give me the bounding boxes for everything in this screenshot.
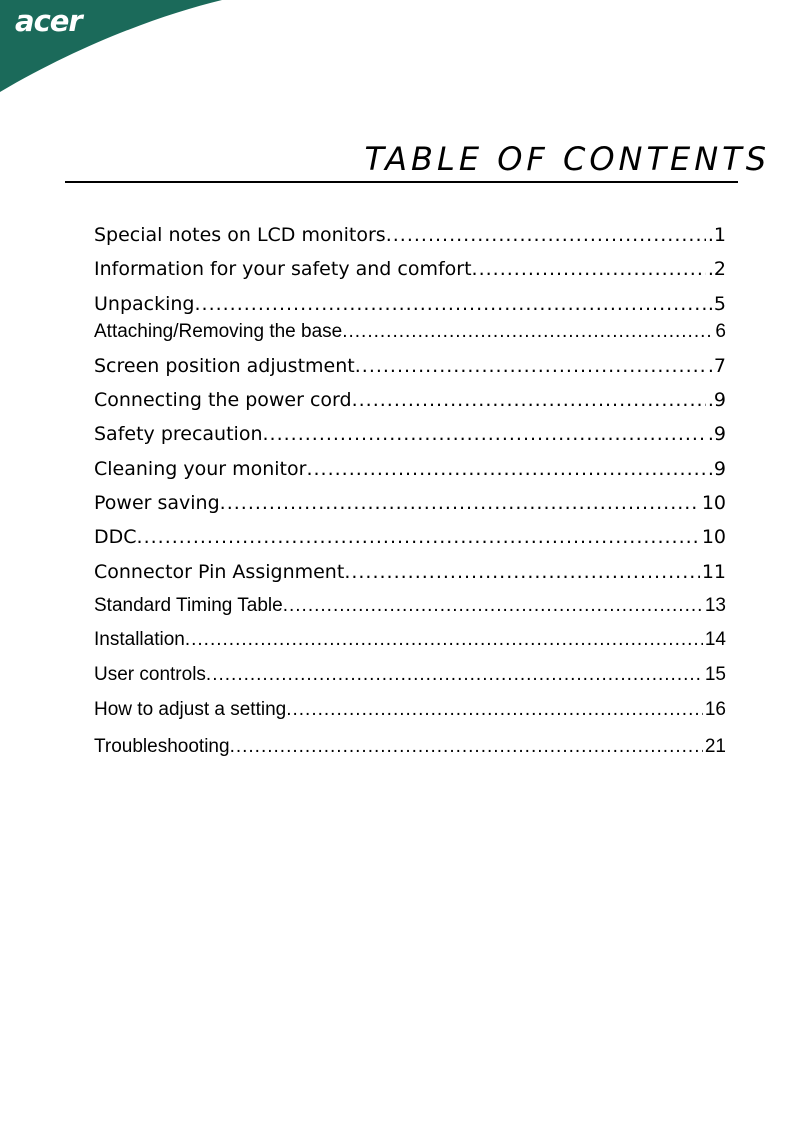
toc-page-number: .7 <box>707 355 726 377</box>
toc-leader-dots <box>472 256 706 282</box>
toc-entry-power-cord[interactable] <box>94 387 726 413</box>
toc-leader-dots <box>220 490 700 516</box>
toc-leader-dots <box>230 734 703 760</box>
toc-leader-dots <box>355 353 706 379</box>
toc-page-number: .2 <box>707 258 726 280</box>
toc-leader-dots <box>185 627 703 653</box>
toc-page-number: .9 <box>707 458 726 480</box>
toc-page-number: .9 <box>707 423 726 445</box>
toc-entry-cleaning[interactable] <box>94 456 726 482</box>
toc-entry-safety-precaution[interactable] <box>94 421 726 447</box>
toc-leader-dots <box>194 291 705 317</box>
toc-entry-unpacking[interactable] <box>94 291 726 317</box>
toc-page-number: .9 <box>707 389 726 411</box>
toc-label: Connector Pin Assignment <box>94 561 345 583</box>
toc-entry-ddc[interactable] <box>94 524 726 550</box>
toc-label: How to adjust a setting <box>94 699 287 720</box>
toc-leader-dots <box>263 421 706 447</box>
toc-page-number: 14 <box>704 629 726 650</box>
toc-entry-adjust-setting[interactable] <box>94 697 726 723</box>
toc-page-number: 10 <box>701 492 726 514</box>
toc-entry-special-notes[interactable] <box>94 222 726 248</box>
toc-page-number: 16 <box>704 699 726 720</box>
toc-leader-dots <box>137 524 700 550</box>
toc-label: DDC <box>94 526 137 548</box>
toc-label: User controls <box>94 664 206 685</box>
toc-page-number: 15 <box>704 664 726 685</box>
toc-entry-attaching-base[interactable] <box>94 319 726 345</box>
toc-leader-dots <box>352 387 706 413</box>
toc-entry-user-controls[interactable] <box>94 662 726 688</box>
toc-page-number: 21 <box>704 736 726 757</box>
toc-label: Safety precaution <box>94 423 263 445</box>
toc-entry-screen-position[interactable] <box>94 353 726 379</box>
toc-leader-dots <box>342 319 713 345</box>
toc-leader-dots <box>386 222 706 248</box>
toc-label: Connecting the power cord <box>94 389 352 411</box>
toc-leader-dots <box>286 697 703 723</box>
toc-page-number: 11 <box>701 561 726 583</box>
toc-entry-troubleshooting[interactable] <box>94 734 726 760</box>
toc-page-number: .5 <box>707 293 726 315</box>
title-divider <box>65 181 738 183</box>
toc-leader-dots <box>206 662 703 688</box>
toc-entry-safety-comfort[interactable] <box>94 256 726 282</box>
page-title: TABLE OF CONTENTS <box>364 140 770 178</box>
toc-label: Special notes on LCD monitors <box>94 224 386 246</box>
toc-page-number: 6 <box>715 321 726 342</box>
toc-leader-dots <box>344 559 700 585</box>
toc-label: Screen position adjustment <box>94 355 355 377</box>
toc-entry-connector-pin[interactable] <box>94 559 726 585</box>
toc-label: Unpacking <box>94 293 195 315</box>
toc-leader-dots <box>306 456 705 482</box>
toc-label: Information for your safety and comfort <box>94 258 472 280</box>
toc-label: Power saving <box>94 492 220 514</box>
toc-label: Standard Timing Table <box>94 595 283 616</box>
toc-label: Installation <box>94 629 185 650</box>
toc-page-number: .1 <box>707 224 726 246</box>
toc-label: Cleaning your monitor <box>94 458 307 480</box>
toc-page-number: 13 <box>704 595 726 616</box>
toc-leader-dots <box>283 593 703 619</box>
toc-entry-installation[interactable] <box>94 627 726 653</box>
toc-entry-standard-timing[interactable] <box>94 593 726 619</box>
toc-label: Attaching/Removing the base <box>94 321 343 342</box>
acer-logo: acer <box>15 4 82 38</box>
toc-page-number: 10 <box>701 526 726 548</box>
toc-entry-power-saving[interactable] <box>94 490 726 516</box>
toc-label: Troubleshooting <box>94 736 230 757</box>
